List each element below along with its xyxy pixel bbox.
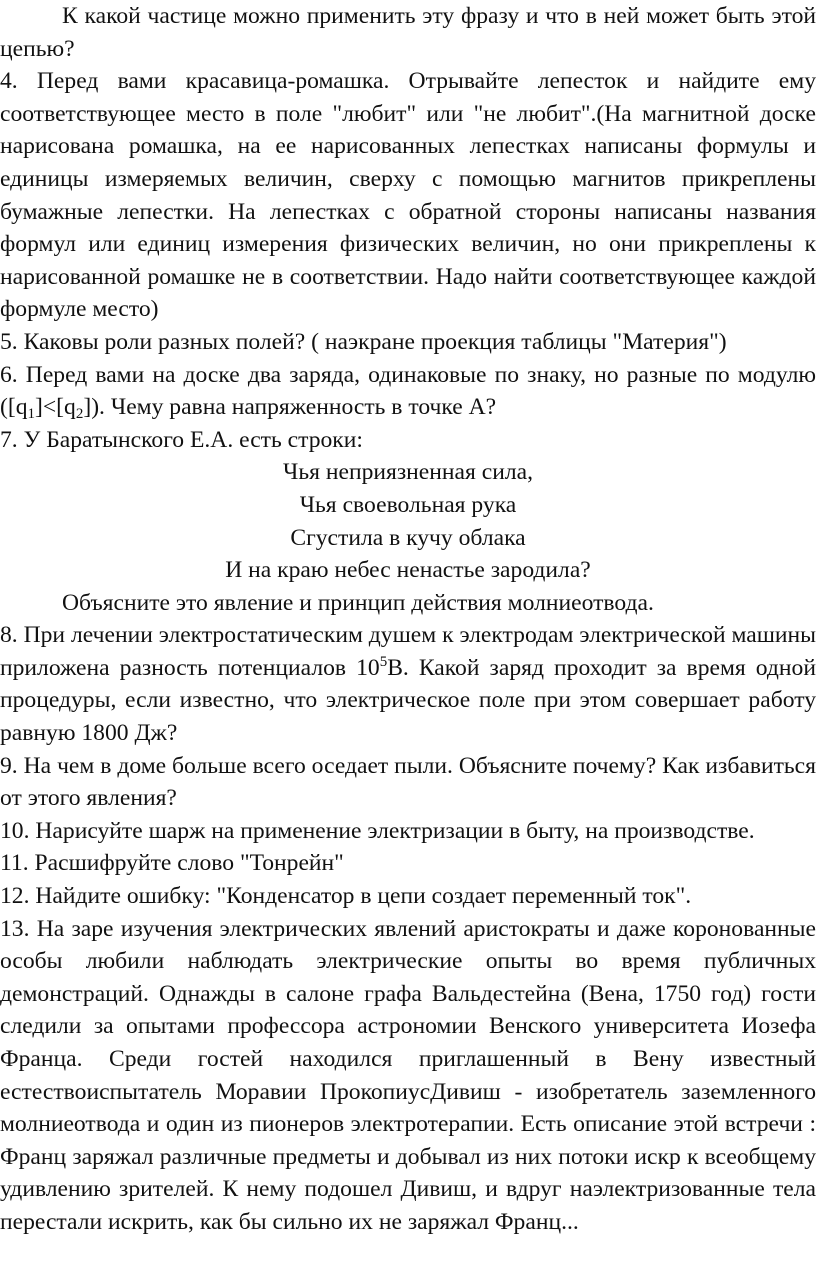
paragraph-6 [0, 359, 816, 424]
paragraph-5: 5. Каковы роли разных полей? ( наэкране проекция таблицы "Материя") [0, 328, 727, 355]
poem-line-1: Чья неприязненная сила, [283, 459, 533, 486]
charge-subscript-1: 1 [27, 406, 36, 423]
paragraph-4: 4. Перед вами красавица-ромашка. Отрывайте лепесток и найдите ему соответствующее место в поле "любит" или "не любит".(На магнитной доске нарисована ромашка, на ее нарисованных лепестках написаны формулы и единицы измеряемых величин, сверху с помощью магнитов прикреплены бумажные лепестки. На лепестках с обратной стороны написаны названия формул или единиц измерения физических величин, но они прикреплены к нарисованной ромашке не в соответствии. Надо найти соответствующее каждой формуле место) [0, 68, 816, 323]
paragraph-intro: К какой частице можно применить эту фразу и что в ней может быть этой цепью? [0, 3, 816, 62]
paragraph-8-after: В. Какой заряд проходит за время одной процедуры, если известно, что электрическое поле при этом совершает работу равную 1800 Дж? [0, 654, 816, 747]
poem-line-2: Чья своевольная рука [299, 491, 517, 518]
power-superscript: 5 [379, 653, 388, 670]
paragraph-12: 12. Найдите ошибку: "Конденсатор в цепи создает переменный ток". [0, 883, 692, 910]
poem-line-3: Сгустила в кучу облака [290, 524, 526, 551]
poem-line-4: И на краю небес ненастье зародила? [225, 557, 591, 584]
charge-close: ]). Чему равна напряженность в точке А? [83, 394, 497, 421]
paragraph-7-task: Объясните это явление и принцип действия молниеотвода. [62, 589, 654, 616]
charge-middle: ]<[q [35, 394, 76, 421]
charge-open: ([q [0, 394, 28, 421]
paragraph-8 [0, 619, 816, 749]
paragraph-7: 7. У Баратынского Е.А. есть строки: [0, 426, 363, 453]
paragraph-8-before: 8. При лечении электростатическим душем к электродам электрической машины приложена разность потенциалов 10 [0, 622, 816, 681]
paragraph-6-text: 6. Перед вами на доске два заряда, одинаковые по знаку, но разные по модулю [0, 361, 816, 388]
paragraph-10: 10. Нарисуйте шарж на применение электризации в быту, на производстве. [0, 817, 755, 844]
paragraph-11: 11. Расшифруйте слово "Тонрейн" [0, 850, 344, 877]
charges-inequality [0, 394, 497, 423]
paragraph-13: 13. На заре изучения электрических явлений аристократы и даже коронованные особы любили наблюдать электрические опыты во время публичных демонстраций. Однажды в салоне графа Вальдестейна (Вена, 1750 год) гости следили за опытами профессора астрономии Венского университета Иозефа Франца. Среди гостей находился приглашенный в Вену известный естествоиспытатель Моравии ПрокопиусДивиш - изобретатель заземленного молниеотвода и один из пионеров электротерапии. Есть описание этой встречи : Франц заряжал различные предметы и добывал из них потоки искр к всеобщему удивлению зрителей. К нему подошел Дивиш, и вдруг наэлектризованные тела перестали искрить, как бы сильно их не заряжал Франц... [0, 915, 816, 1235]
paragraph-9: 9. На чем в доме больше всего оседает пыли. Объясните почему? Как избавиться от этого явления? [0, 752, 816, 812]
charge-subscript-2: 2 [75, 406, 84, 423]
